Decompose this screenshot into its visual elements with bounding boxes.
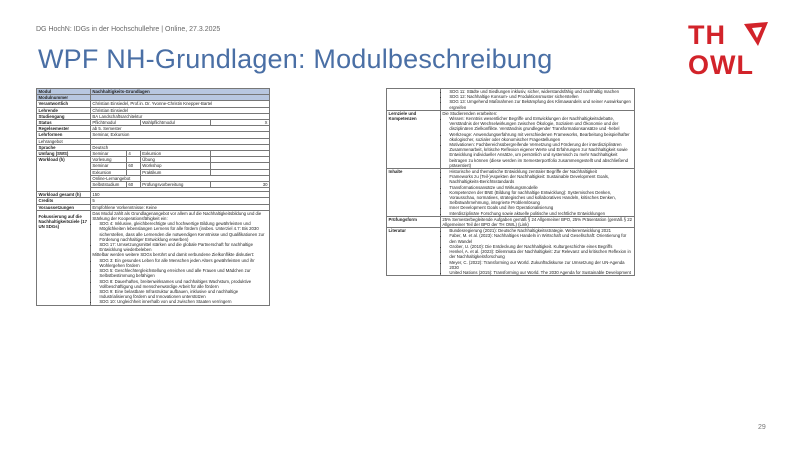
modul-value: Nachhaltigkeits-Grundlagen xyxy=(90,89,269,95)
page-title: WPF NH-Grundlagen: Modulbeschreibung xyxy=(38,44,553,74)
list-item: • Bundesregierung (2021): Deutsche Nachhaltigkeitsstrategie. Weiterentwicklung 2021 xyxy=(449,228,632,233)
list-item: • Historische und thematische Entwicklung zentraler Begriffe der Nachhaltigkeit xyxy=(449,169,632,174)
wl-online: Online-Lernangebot xyxy=(90,175,140,181)
lehrformen-label: Lehrformen xyxy=(37,132,91,138)
fokus-label: Fokussierung auf die Nachhaltigkeitsziele (17 UN SDGs) xyxy=(37,210,91,305)
wahlpflicht-label: Wahlpflichtmodul xyxy=(140,120,210,126)
workload-label: Workload (h) xyxy=(37,157,91,192)
literatur-list xyxy=(442,228,632,275)
page-number: 29 xyxy=(758,424,766,431)
lernziele-intro: Die Studierenden erarbeiten: xyxy=(442,110,498,116)
list-item: • Grober, U. (2010): Die Entdeckung der Nachhaltigkeit. Kulturgeschichte eines Begriffs xyxy=(449,244,632,249)
wl-praktikum: Praktikum xyxy=(140,169,210,175)
credits-label: Credits xyxy=(37,198,91,204)
list-item: • Wissen: Kenntnis wesentlicher Begriffe und Entwicklungen der Nachhaltigkeitsdebatte, Verständnis der Wechselwirkungen zwischen Ökologie, Sozialem und Ökonomie und der disziplinären Zielkonflikte. Verständnis grundlegender Transformationsansätze und -hebel xyxy=(449,116,632,132)
sprache-value: Deutsch xyxy=(90,144,269,150)
umfang-seminar: Seminar xyxy=(90,151,126,157)
lehrende-label: Lehrende xyxy=(37,107,91,113)
verantwortlich-label: Verantwortlich xyxy=(37,101,91,107)
list-item: • Kompetenzen der BNE (Bildung für nachhaltige Entwicklung): Systemisches Denken, Vorausschau, normatives, strategisches und kollaboratives Handeln, kritisches Denken, Selbstwahrnehmung, integrierte Problemlösung xyxy=(449,190,632,206)
list-item: • Werkzeuge: Anwendungserfahrung mit verschiedenen Frameworks, Bearbeitung beispielhafter ökologischer, sozialer oder ökonomischer Fragestellungen xyxy=(449,132,632,142)
literatur-label: Literatur xyxy=(387,228,441,276)
lernziele-content xyxy=(440,110,634,168)
header-line: DG HochN: IDGs in der Hochschullehre | Online, 27.3.2025 xyxy=(36,26,221,33)
list-item: • Interdisziplinäre Forschung sowie aktuelle politische und rechtliche Entwicklungen xyxy=(449,211,632,216)
status-value: Pflichtmodul xyxy=(90,120,140,126)
umfang-label: Umfang (SWS) xyxy=(37,151,91,157)
status-label: Status xyxy=(37,120,91,126)
module-table-right xyxy=(386,88,635,276)
pruefungsform-label: Prüfungsform xyxy=(387,216,441,227)
list-item: • Transformationsansätze und Wirkungsmodelle xyxy=(449,185,632,190)
list-item: • Meyer, C. (2022): Transforming our World. Zukunftsdiskurse zur Umsetzung der UN-Agenda 2030 xyxy=(449,260,632,270)
wl-pruefung-value: 30 xyxy=(210,182,270,188)
list-item: • SDG 12: Nachhaltige Konsum- und Produktionsmuster sicherstellen xyxy=(449,94,632,99)
lehrangebot-label: Lehrangebot xyxy=(37,138,91,144)
inhalte-label: Inhalte xyxy=(387,169,441,217)
list-item: • Frameworks zu (Teil-)Aspekten der Nachhaltigkeit: Sustainable Development Goals, Nachhaltigkeits-Berichtsstandards xyxy=(449,174,632,184)
wahlpflicht-mark: X xyxy=(210,120,270,126)
list-item: • SDG 3: Ein gesundes Leben für alle Menschen jeden Alters gewährleisten und ihr Wohlergehen fördern xyxy=(99,258,267,268)
list-item: • Faber, M. et al. (2023): Nachhaltiges Handeln in Wirtschaft und Gesellschaft: Orientierung für den Wandel xyxy=(449,233,632,243)
regelsemester-value: ab 5. Semester xyxy=(90,126,269,132)
list-item: • SDG 4: Inklusive, gleichberechtigte und hochwertige Bildung gewährleisten und Möglichkeiten lebenslangen Lernens für alle fördern (insbes. Unterziel 4.7: Bis 2030 sicherstellen, dass alle Lernenden die notwendigen Kenntnisse und Qualifikationen zur Förderung nachhaltiger Entwicklung erwerben) xyxy=(99,221,267,242)
fokus-content xyxy=(90,210,269,305)
lehrende-value: Christian Einsiedel xyxy=(90,107,269,113)
list-item: • SDG 10: Ungleichheit innerhalb von und zwischen Staaten verringern xyxy=(99,299,267,304)
lehrformen-value: Seminar, Exkursion xyxy=(90,132,269,138)
regelsemester-label: Regelsemester xyxy=(37,126,91,132)
th-owl-logo xyxy=(688,20,772,84)
inhalte-content xyxy=(440,169,634,217)
fokus-mid: Mittelbar werden weitere SDGs berührt und damit verbundene Zielkonflikte diskutiert: xyxy=(92,252,255,258)
wl-exkursion: Exkursion xyxy=(90,169,126,175)
list-item: • SDG 13: Umgehend Maßnahmen zur Bekämpfung des Klimawandels und seiner Auswirkungen ergreifen xyxy=(449,99,632,109)
wl-workshop: Workshop xyxy=(140,163,210,169)
fokus-intro: Das Modul zahlt als Grundlagenangebot vor allem auf die Nachhaltigkeitsbildung und die Stärkung der Kooperationsfähigkeit ein: xyxy=(92,210,262,222)
list-item: • SDG 8: Dauerhaftes, breitenwirksames und nachhaltiges Wachstum, produktive Vollbeschäftigung und menschenwürdige Arbeit für alle fördern xyxy=(99,279,267,289)
inhalte-list xyxy=(442,169,632,216)
voraussetzungen-value: Empfohlene Vorkenntnisse: Keine xyxy=(90,204,269,210)
umfang-seminar-value: 4 xyxy=(126,151,140,157)
list-item: • SDG 11: Städte und Siedlungen inklusiv, sicher, widerstandsfähig und nachhaltig machen xyxy=(449,89,632,94)
workload-gesamt-label: Workload gesamt (h) xyxy=(37,192,91,198)
fokus-list-indirect xyxy=(92,258,267,305)
wl-pruefung: Prüfungsvorbereitung xyxy=(140,182,210,188)
list-item: • United Nations (2015): Transforming our World. The 2030 Agenda for Sustainable Development xyxy=(449,270,632,275)
workload-gesamt-value: 150 xyxy=(90,192,269,198)
pruefungsform-value: 25% Semesterbegleitende Aufgaben gemäß § 24 Allgemeiner BPO, 25% Präsentation (gemäß § 22 Allgemeiner Teil der BPO der TH OWL) (Link) xyxy=(440,216,634,227)
list-item: • SDG 5: Geschlechtergleichstellung erreichen und alle Frauen und Mädchen zur Selbstbestimmung befähigen xyxy=(99,268,267,278)
literatur-content xyxy=(440,228,634,276)
wl-selbst: Selbststudium xyxy=(90,182,126,188)
studiengang-label: Studiengang xyxy=(37,113,91,119)
list-item: • Motivationen: Fachbereichsübergreifende Vernetzung und Förderung der interdisziplinären Zusammenarbeit, kritische Reflexion eigener Werte und Erfahrungen zur Nachhaltigkeit sowie Entwicklung individueller Ansätze, um persönlich und systemisch zu mehr Nachhaltigkeit beitragen zu können (diese werden im Semesterportfolio zusammengestellt und abschließend präsentiert) xyxy=(449,142,632,168)
credits-value: 5 xyxy=(90,198,269,204)
wl-selbst-value: 60 xyxy=(126,182,140,188)
wl-uebung: Übung xyxy=(140,157,210,163)
list-item: • SDG 17: Umsetzungsmittel stärken und die globale Partnerschaft für nachhaltige Entwicklung wiederbeleben xyxy=(99,242,267,252)
logo-row-th: TH xyxy=(688,20,726,50)
sprache-label: Sprache xyxy=(37,144,91,150)
logo-row-owl: OWL xyxy=(688,50,754,80)
lernziele-label: Lernziele und Kompetenzen xyxy=(387,110,441,168)
continued-label xyxy=(387,89,441,111)
umfang-exkursion: Exkursion xyxy=(140,151,210,157)
studiengang-value: BA Landschaftsarchitektur xyxy=(90,113,269,119)
wl-vorlesung: Vorlesung xyxy=(90,157,126,163)
continued-content xyxy=(440,89,634,111)
list-item: • Henkel, A. et al. (2023): Dilemmata der Nachhaltigkeit: Zur Relevanz und kritischen Reflexion in der Nachhaltigkeitsforschung xyxy=(449,249,632,259)
module-table-left xyxy=(36,88,270,306)
wl-seminar: Seminar xyxy=(90,163,126,169)
list-item: • Inner Development Goals und ihre Operationalisierung xyxy=(449,205,632,210)
fokus-list-direct xyxy=(92,221,267,252)
modulnummer-label: Modulnummer xyxy=(37,95,91,101)
sdg-list-continued xyxy=(442,89,632,110)
wl-seminar-value: 60 xyxy=(126,163,140,169)
list-item: • SDG 9: Eine belastbare Infrastruktur aufbauen, inklusive und nachhaltige Industrialisierung fördern und Innovationen unterstützen xyxy=(99,289,267,299)
logo-triangle-icon xyxy=(734,20,770,50)
lernziele-list xyxy=(442,116,632,168)
voraussetzungen-label: Voraussetzungen xyxy=(37,204,91,210)
modul-label: Modul xyxy=(37,89,91,95)
verantwortlich-value: Christian Einsiedel, Prof.in. Dr. Yvonne-Christin Knepper-Bartel xyxy=(90,101,269,107)
